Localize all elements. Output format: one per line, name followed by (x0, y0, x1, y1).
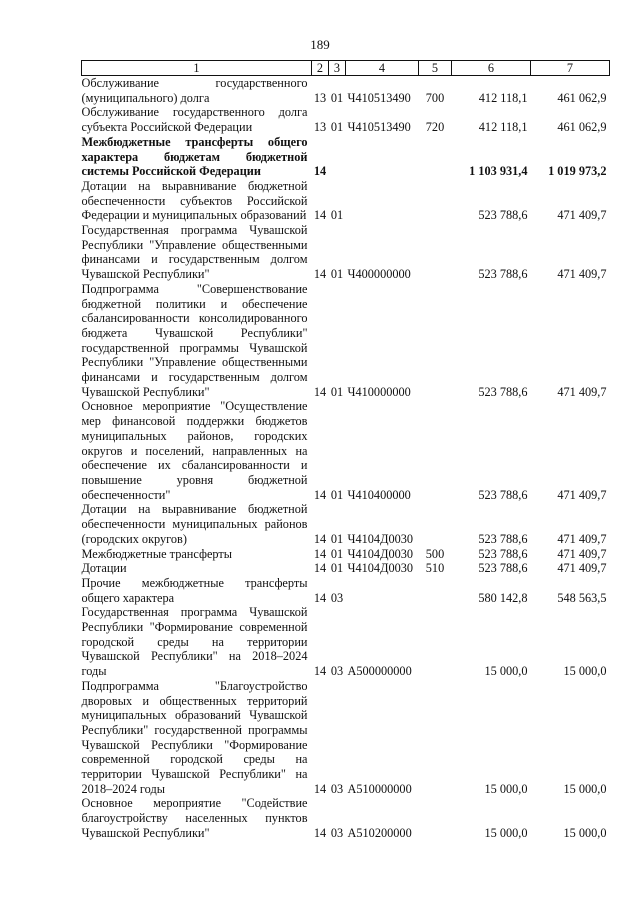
row-name: Межбюджетные трансферты (81, 546, 233, 561)
budget-table (81, 60, 610, 841)
table-row (82, 502, 610, 546)
row-name: Подпрограмма "Благоустройство дворовых и общественных территорий муниципальных образований Чувашской Республики" государственной программы Чувашской Республики "Формирование современной городской среды на территории Чувашской Республики" на 2018–2024 годы (81, 678, 308, 796)
row-expense-type: 700 (425, 90, 445, 105)
row-amount-year2: 461 062,9 (557, 90, 607, 105)
row-section: 14 (313, 384, 327, 399)
row-target-article: Ч4104Д0030 (347, 531, 414, 546)
row-subsection: 01 (330, 267, 344, 282)
row-target-article: Ч410400000 (347, 487, 411, 502)
row-target-article: Ч410000000 (347, 384, 411, 399)
row-amount-year1: 523 788,6 (478, 531, 528, 546)
header-cell: 4 (346, 61, 419, 76)
row-target-article: Ч410513490 (347, 90, 411, 105)
row-section: 14 (313, 531, 327, 546)
row-section: 13 (313, 120, 327, 135)
table-row (82, 135, 610, 179)
row-amount-year1: 412 118,1 (478, 120, 528, 135)
row-amount-year1: 523 788,6 (478, 267, 528, 282)
row-expense-type (419, 576, 452, 605)
table-row (82, 179, 610, 223)
table-row (82, 561, 610, 576)
header-cell: 6 (452, 61, 531, 76)
row-amount-year1: 15 000,0 (484, 664, 528, 679)
row-amount-year2: 471 409,7 (557, 561, 607, 576)
row-amount-year2: 471 409,7 (557, 208, 607, 223)
row-subsection: 01 (330, 531, 344, 546)
row-subsection: 01 (330, 90, 344, 105)
header-cell: 2 (312, 61, 329, 76)
row-amount-year2: 15 000,0 (563, 664, 607, 679)
table-row (82, 679, 610, 797)
row-expense-type (419, 605, 452, 679)
row-expense-type: 720 (425, 120, 445, 135)
table-body (82, 76, 610, 841)
row-name: Основное мероприятие "Содействие благоустройству населенных пунктов Чувашской Республики" (81, 796, 308, 840)
row-expense-type (419, 282, 452, 400)
row-amount-year1: 580 142,8 (478, 590, 528, 605)
row-subsection: 03 (330, 590, 344, 605)
header-cell: 5 (419, 61, 452, 76)
row-subsection: 03 (330, 825, 344, 840)
row-subsection: 01 (330, 487, 344, 502)
row-amount-year2: 471 409,7 (557, 531, 607, 546)
table-row (82, 223, 610, 282)
table-row (82, 76, 610, 106)
table-row (82, 282, 610, 400)
row-name: Межбюджетные трансферты общего характера бюджетам бюджетной системы Российской Федерации (81, 134, 308, 179)
table-row (82, 605, 610, 679)
row-subsection: 01 (330, 120, 344, 135)
row-amount-year2: 471 409,7 (557, 384, 607, 399)
row-amount-year1: 1 103 931,4 (469, 164, 528, 179)
row-target-article: А510000000 (347, 781, 412, 796)
row-amount-year2: 15 000,0 (563, 825, 607, 840)
row-expense-type (419, 135, 452, 179)
row-name: Государственная программа Чувашской Республики "Управление общественными финансами и государственным долгом Чувашской Республики" (81, 223, 308, 282)
row-expense-type (419, 796, 452, 840)
row-section: 14 (313, 546, 327, 561)
row-section: 14 (313, 561, 327, 576)
row-expense-type (419, 399, 452, 502)
row-subsection: 03 (330, 781, 344, 796)
row-name: Дотации на выравнивание бюджетной обеспеченности муниципальных районов (городских округов) (81, 502, 308, 546)
table-header (82, 61, 610, 76)
row-name: Прочие межбюджетные трансферты общего характера (81, 575, 308, 605)
row-amount-year1: 523 788,6 (478, 546, 528, 561)
header-cell: 3 (329, 61, 346, 76)
row-expense-type (419, 679, 452, 797)
row-subsection: 01 (330, 208, 344, 223)
page-number: 189 (310, 37, 330, 52)
row-subsection (329, 135, 346, 179)
row-name: Подпрограмма "Совершенствование бюджетной политики и обеспечение сбалансированности консолидированного бюджета Чувашской Республики" государственной программы Чувашской Республики "Управление общественными финансами и государственным долгом Чувашской Республики" (81, 281, 308, 399)
row-section: 14 (313, 487, 327, 502)
row-section: 14 (313, 164, 327, 179)
row-expense-type: 500 (425, 546, 445, 561)
row-amount-year2: 471 409,7 (557, 487, 607, 502)
row-target-article (346, 179, 419, 223)
row-subsection: 01 (330, 546, 344, 561)
row-expense-type (419, 223, 452, 282)
row-expense-type: 510 (425, 561, 445, 576)
row-section: 14 (313, 825, 327, 840)
row-section: 14 (313, 590, 327, 605)
row-amount-year1: 15 000,0 (484, 825, 528, 840)
row-amount-year2: 1 019 973,2 (548, 164, 607, 179)
row-subsection: 01 (330, 561, 344, 576)
row-target-article: А510200000 (347, 825, 412, 840)
row-expense-type (419, 502, 452, 546)
row-section: 14 (313, 664, 327, 679)
row-section: 14 (313, 781, 327, 796)
row-amount-year2: 548 563,5 (557, 590, 607, 605)
row-name: Дотации на выравнивание бюджетной обеспеченности субъектов Российской Федерации и муниципальных образований (81, 178, 308, 223)
row-name: Государственная программа Чувашской Республики "Формирование современной городской среды на территории Чувашской Республики" на 2018–2024 годы (81, 605, 308, 679)
row-section: 13 (313, 90, 327, 105)
table-row (82, 105, 610, 134)
row-section: 14 (313, 208, 327, 223)
row-target-article: А500000000 (347, 664, 412, 679)
row-subsection: 03 (330, 664, 344, 679)
row-amount-year1: 523 788,6 (478, 487, 528, 502)
row-amount-year1: 523 788,6 (478, 208, 528, 223)
row-name: Дотации (81, 561, 127, 576)
table-row (82, 576, 610, 605)
row-target-article: Ч4104Д0030 (347, 561, 414, 576)
row-name: Основное мероприятие "Осуществление мер финансовой поддержки бюджетов муниципальных районов, городских округов и поселений, направленных на обеспечение их сбалансированности и повышение уровня бюджетной обеспеченности" (81, 399, 308, 502)
row-target-article: Ч4104Д0030 (347, 546, 414, 561)
header-cell: 7 (531, 61, 610, 76)
row-amount-year2: 471 409,7 (557, 546, 607, 561)
row-amount-year1: 15 000,0 (484, 781, 528, 796)
row-amount-year1: 523 788,6 (478, 561, 528, 576)
header-cell: 1 (82, 61, 312, 76)
row-amount-year2: 461 062,9 (557, 120, 607, 135)
row-expense-type (419, 179, 452, 223)
table-row (82, 547, 610, 562)
row-target-article: Ч400000000 (347, 267, 411, 282)
row-amount-year2: 15 000,0 (563, 781, 607, 796)
row-name: Обслуживание государственного долга субъекта Российской Федерации (81, 105, 308, 135)
row-amount-year2: 471 409,7 (557, 267, 607, 282)
row-target-article: Ч410513490 (347, 120, 411, 135)
row-amount-year1: 412 118,1 (478, 90, 528, 105)
row-section: 14 (313, 267, 327, 282)
row-name: Обслуживание государственного (муниципального) долга (81, 76, 308, 105)
row-target-article (346, 576, 419, 605)
row-amount-year1: 523 788,6 (478, 384, 528, 399)
row-target-article (346, 135, 419, 179)
row-subsection: 01 (330, 384, 344, 399)
table-row (82, 796, 610, 840)
table-row (82, 399, 610, 502)
